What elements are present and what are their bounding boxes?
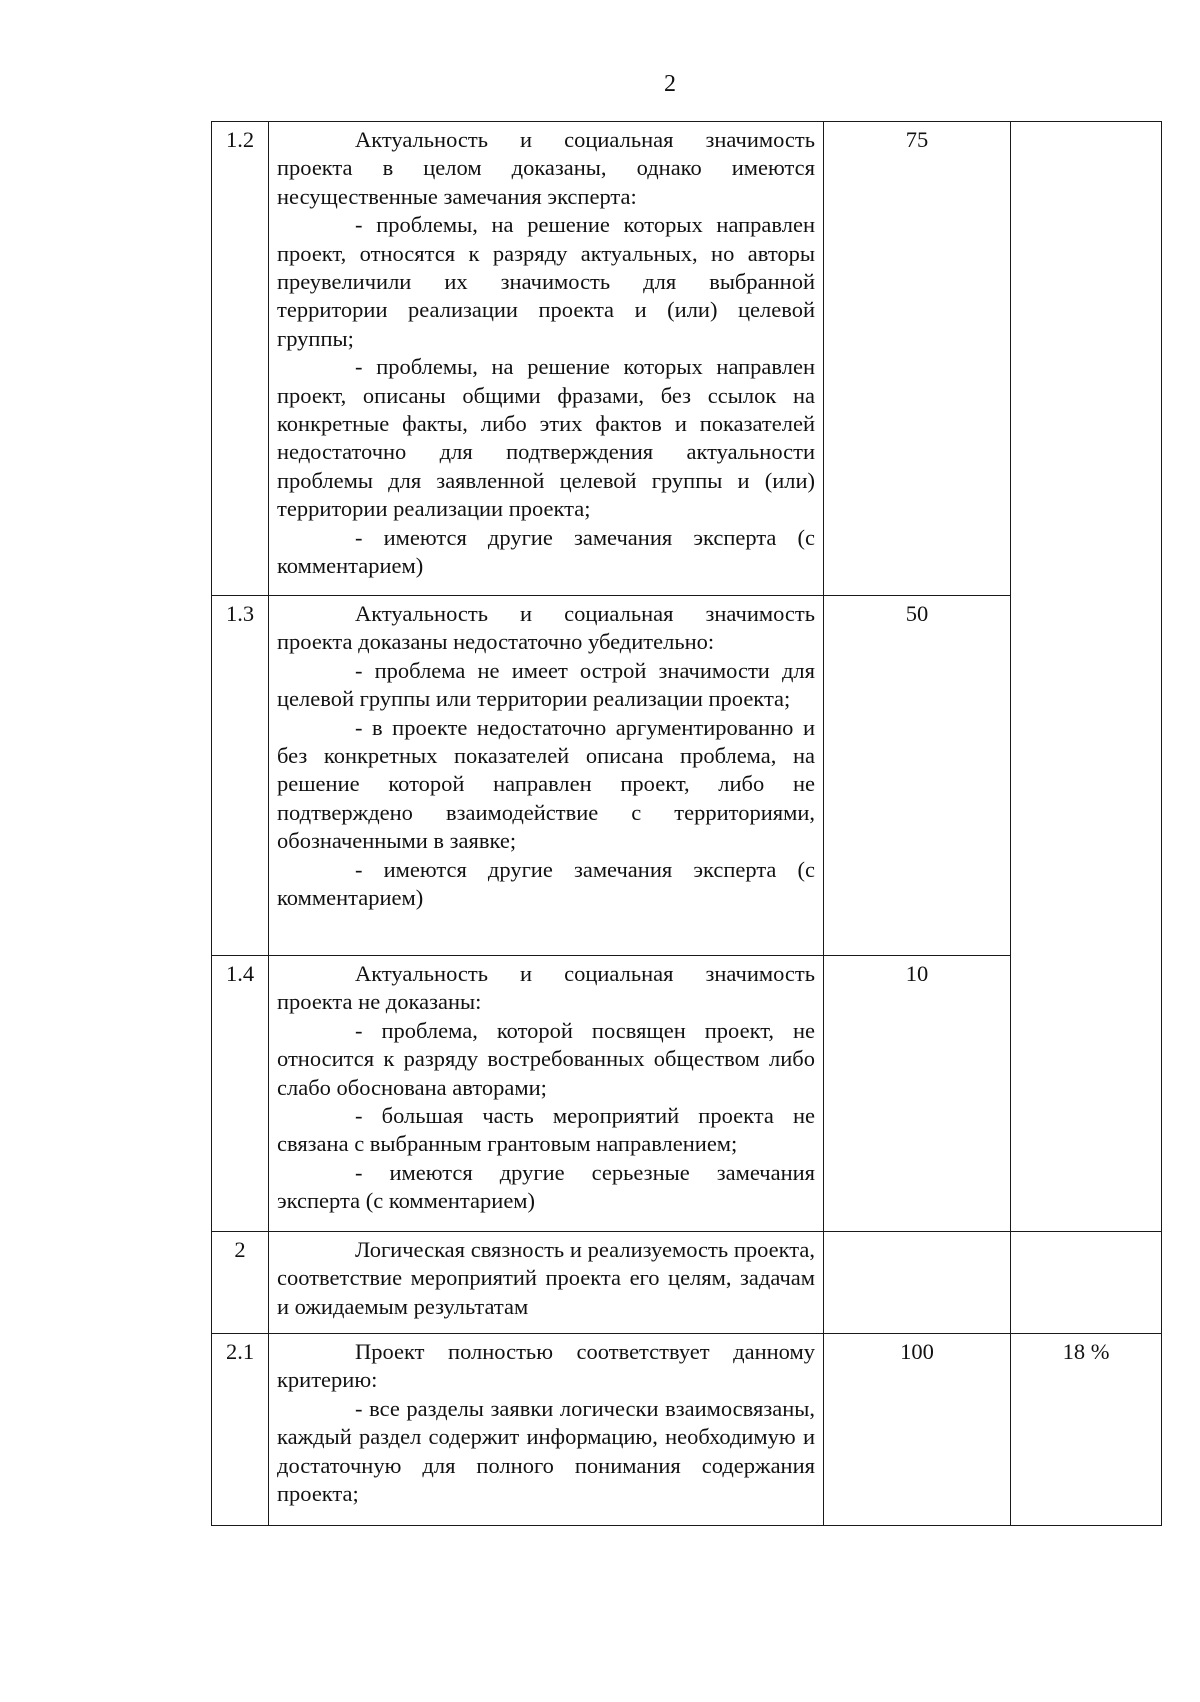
criterion-number: 2.1 [212, 1334, 269, 1526]
criterion-description [269, 956, 824, 1232]
criterion-description [269, 1232, 824, 1334]
criterion-paragraph: - проблемы, на решение которых направлен проект, описаны общими фразами, без ссылок на конкретные факты, либо этих фактов и показателей недостаточно для подтверждения актуальности проблемы для заявленной целевой группы и (или) территории реализации проекта; [277, 354, 815, 522]
criterion-description [269, 596, 824, 956]
criterion-number: 1.2 [212, 122, 269, 596]
criterion-paragraph: - большая часть мероприятий проекта не связана с выбранным грантовым направлением; [277, 1103, 815, 1157]
criterion-paragraph: - проблема не имеет острой значимости для целевой группы или территории реализации проекта; [277, 657, 815, 712]
evaluation-criteria-table [211, 121, 1162, 1526]
criterion-paragraph: - имеются другие замечания эксперта (с комментарием) [277, 524, 815, 579]
criterion-weight [1011, 1232, 1162, 1334]
criterion-paragraph: - имеются другие серьезные замечания эксперта (с комментарием) [277, 1159, 815, 1214]
criterion-score [824, 1232, 1011, 1334]
page-number: 2 [664, 71, 676, 97]
criterion-paragraph: Актуальность и социальная значимость проекта доказаны недостаточно убедительно: [277, 601, 815, 655]
criterion-paragraph: - все разделы заявки логически взаимосвязаны, каждый раздел содержит информацию, необходимую и достаточную для полного понимания содержания проекта; [277, 1395, 815, 1507]
criterion-description [269, 122, 824, 596]
criterion-number: 2 [212, 1232, 269, 1334]
criterion-paragraph: Логическая связность и реализуемость проекта, соответствие мероприятий проекта его целям, задачам и ожидаемым результатам [277, 1237, 815, 1319]
criterion-paragraph: - имеются другие замечания эксперта (с комментарием) [277, 856, 815, 911]
criterion-number: 1.3 [212, 596, 269, 956]
criterion-weight [1011, 122, 1162, 1232]
criterion-paragraph: - проблема, которой посвящен проект, не относится к разряду востребованных обществом либо слабо обоснована авторами; [277, 1017, 815, 1100]
criterion-score: 50 [824, 596, 1011, 956]
criterion-description [269, 1334, 824, 1526]
criterion-paragraph: - проблемы, на решение которых направлен проект, относятся к разряду актуальных, но авторы преувеличили их значимость для выбранной территории реализации проекта и (или) целевой группы; [277, 212, 815, 351]
criterion-score: 75 [824, 122, 1011, 596]
table-row [212, 1334, 1162, 1526]
criterion-number: 1.4 [212, 956, 269, 1232]
criterion-paragraph: - в проекте недостаточно аргументированно и без конкретных показателей описана проблема, на решение которой направлен проект, либо не подтверждено взаимодействие с территориями, обозначенными в заявке; [277, 714, 815, 854]
table-row [212, 1232, 1162, 1334]
criterion-paragraph: Актуальность и социальная значимость проекта в целом доказаны, однако имеются несущественные замечания эксперта: [277, 127, 815, 209]
table-row [212, 122, 1162, 596]
criterion-paragraph: Проект полностью соответствует данному критерию: [277, 1339, 815, 1393]
criterion-score: 100 [824, 1334, 1011, 1526]
criterion-score: 10 [824, 956, 1011, 1232]
criterion-paragraph: Актуальность и социальная значимость проекта не доказаны: [277, 961, 815, 1015]
criterion-weight: 18 % [1011, 1334, 1162, 1526]
